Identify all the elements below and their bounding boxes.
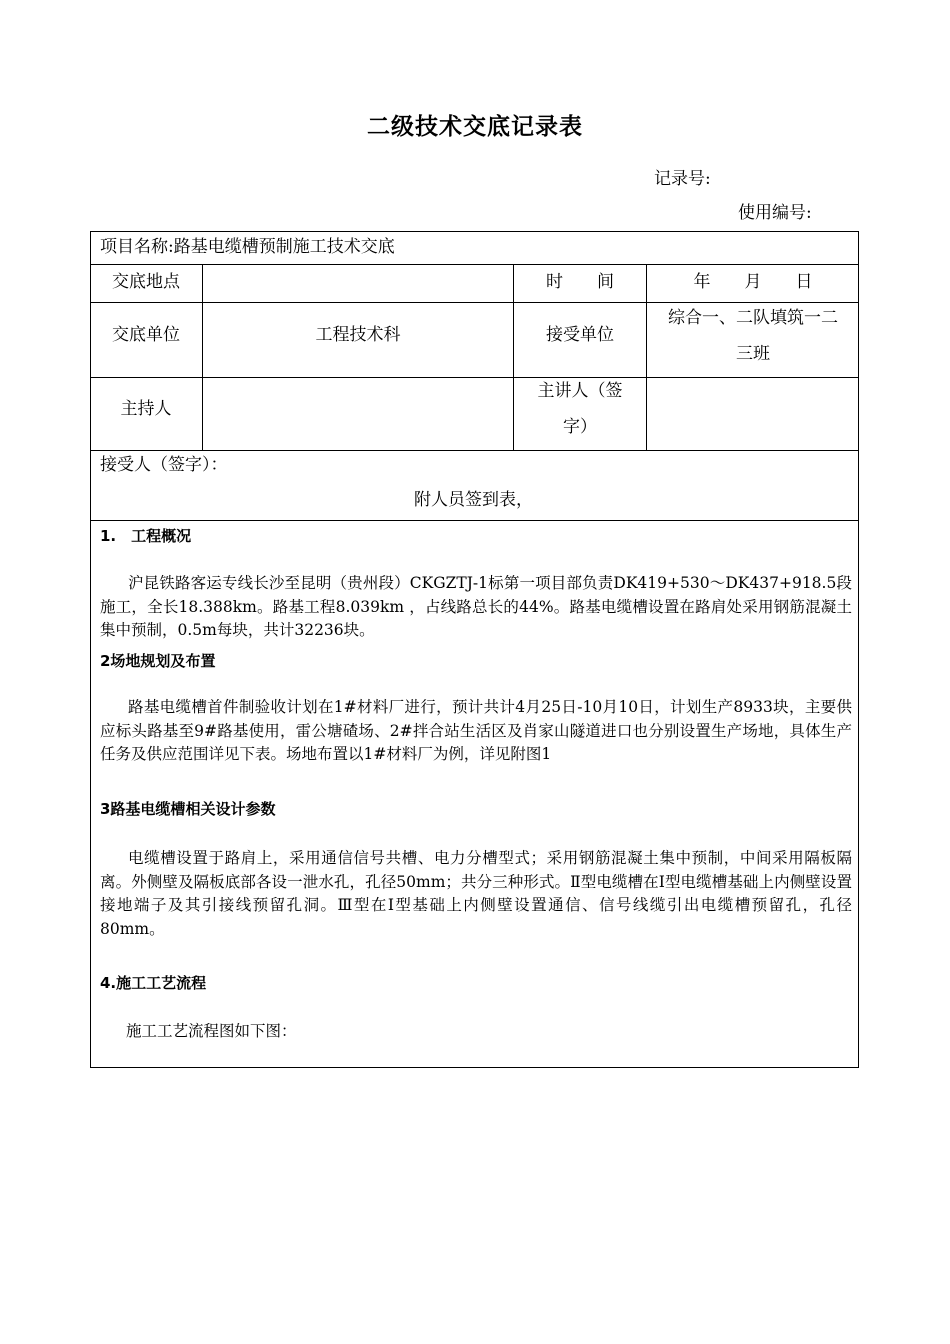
time-value: 年 月 日: [693, 272, 813, 292]
location-label: 交底地点: [112, 272, 180, 292]
section-1-title: 1. 工程概况: [100, 527, 192, 545]
column-divider: [202, 264, 203, 450]
section-3-title: 3路基电缆槽相关设计参数: [100, 800, 276, 818]
host-label: 主持人: [120, 399, 172, 419]
time-label: 时 间: [546, 272, 614, 292]
speaker-label-line1: 主讲人（签: [537, 381, 623, 401]
row-divider: [90, 520, 859, 521]
project-name: 项目名称:路基电缆槽预制施工技术交底: [100, 237, 395, 257]
section-2-title: 2场地规划及布置: [100, 652, 216, 670]
receiving-unit-value-line1: 综合一、二队填筑一二: [668, 308, 838, 328]
row-divider: [90, 377, 859, 378]
record-number-label: 记录号:: [654, 169, 711, 189]
row-divider: [90, 302, 859, 303]
speaker-label-line2: 字）: [563, 417, 597, 437]
attachment-note: 附人员签到表，: [414, 490, 533, 510]
document-title: 二级技术交底记录表: [367, 113, 583, 140]
row-divider: [90, 450, 859, 451]
section-4-text: 施工工艺流程图如下图：: [126, 1022, 297, 1040]
section-4-title: 4.施工工艺流程: [100, 974, 207, 992]
use-number-label: 使用编号:: [738, 203, 812, 223]
row-divider: [90, 264, 859, 265]
section-3-text: 电缆槽设置于路肩上，采用通信信号共槽、电力分槽型式；采用钢筋混凝土集中预制，中间采用隔板隔离。外侧壁及隔板底部各设一泄水孔，孔径50mm；共分三种形式。Ⅱ型电缆槽在Ⅰ型电缆槽基础上内侧壁设置接地端子及其引接线预留孔洞。Ⅲ型在Ⅰ型基础上内侧壁设置通信、信号线缆引出电缆槽预留孔，孔径80mm。: [100, 849, 852, 938]
receiver-signature-label: 接受人（签字）：: [100, 455, 228, 475]
section-1-text: 沪昆铁路客运专线长沙至昆明（贵州段）CKGZTJ-1标第一项目部负责DK419+530～DK437+918.5段施工，全长18.388km。路基工程8.039km ，占线路总长的44%。路基电缆槽设置在路肩处采用钢筋混凝土集中预制，0.5m每块，共计32236块。: [100, 574, 852, 639]
briefing-unit-label: 交底单位: [112, 325, 180, 345]
section-2-text: 路基电缆槽首件制验收计划在1#材料厂进行，预计共计4月25日-10月10日，计划生产8933块，主要供应标头路基至9#路基使用，雷公塘碴场、2#拌合站生活区及肖家山隧道进口也分别设置生产场地，具体生产任务及供应范围详见下表。场地布置以1#材料厂为例，详见附图1: [100, 698, 852, 763]
receiving-unit-label: 接受单位: [546, 325, 614, 345]
briefing-unit-value: 工程技术科: [315, 325, 401, 345]
receiving-unit-value-line2: 三班: [736, 344, 770, 364]
